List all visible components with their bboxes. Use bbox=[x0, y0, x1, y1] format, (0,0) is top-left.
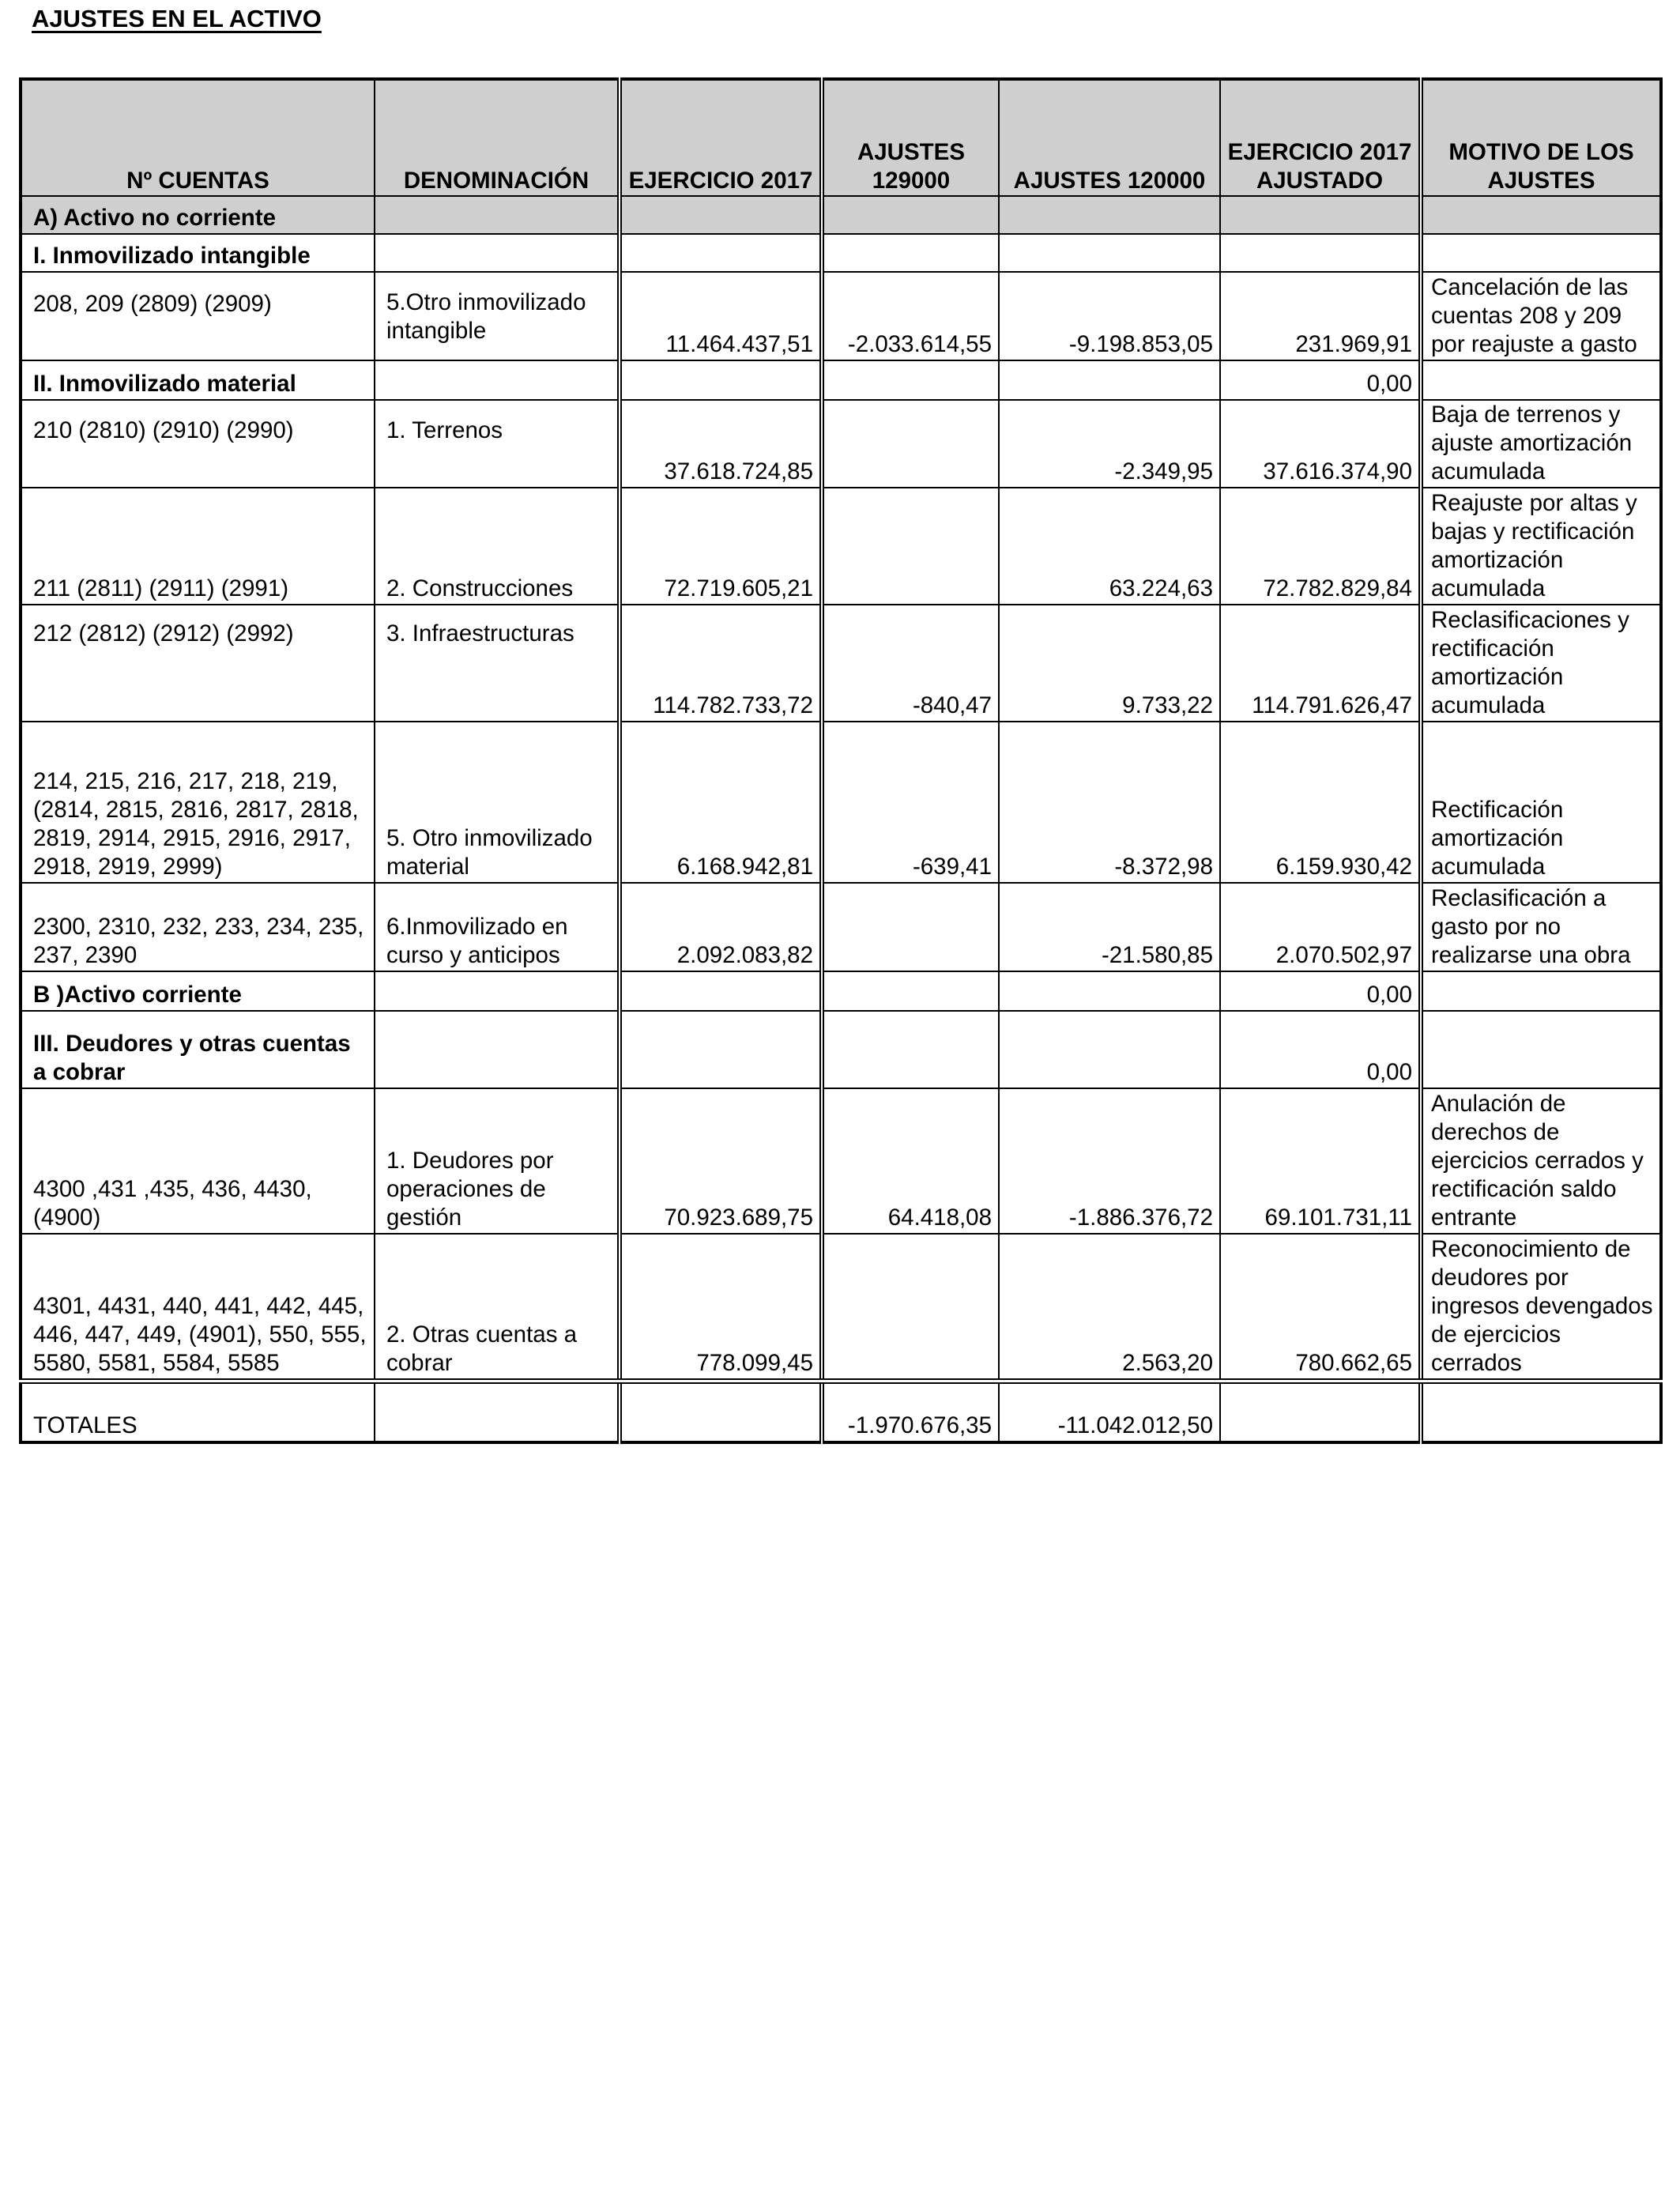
section-row bbox=[21, 234, 1661, 272]
cell-ajustado: 6.159.930,42 bbox=[1220, 722, 1421, 883]
cell-ejercicio: 6.168.942,81 bbox=[620, 722, 822, 883]
cell-ajustes-120000: 63.224,63 bbox=[999, 488, 1220, 605]
totals-row bbox=[21, 1381, 1661, 1442]
table-row bbox=[21, 488, 1661, 605]
table-row bbox=[21, 1234, 1661, 1381]
table-row bbox=[21, 400, 1661, 488]
cell-ajustado: 780.662,65 bbox=[1220, 1234, 1421, 1381]
header-ejercicio-ajustado: EJERCICIO 2017 AJUSTADO bbox=[1220, 79, 1421, 196]
cell-cuentas: 210 (2810) (2910) (2990) bbox=[21, 400, 375, 488]
section-label: A) Activo no corriente bbox=[21, 196, 375, 234]
totals-ajustes-129000: -1.970.676,35 bbox=[822, 1381, 999, 1442]
header-motivo: MOTIVO DE LOS AJUSTES bbox=[1421, 79, 1661, 196]
cell-ajustes-129000 bbox=[822, 1234, 999, 1381]
cell-ajustado: 37.616.374,90 bbox=[1220, 400, 1421, 488]
cell-motivo: Cancelación de las cuentas 208 y 209 por reajuste a gasto bbox=[1421, 272, 1661, 360]
section-label: III. Deudores y otras cuentas a cobrar bbox=[21, 1011, 375, 1088]
cell-motivo: Reclasificaciones y rectificación amortización acumulada bbox=[1421, 605, 1661, 722]
section-label: B )Activo corriente bbox=[21, 971, 375, 1011]
cell-motivo: Anulación de derechos de ejercicios cerrados y rectificación saldo entrante bbox=[1421, 1088, 1661, 1234]
header-ejercicio: EJERCICIO 2017 bbox=[620, 79, 822, 196]
cell-denominacion: 2. Construcciones bbox=[375, 488, 620, 605]
section-row bbox=[21, 1011, 1661, 1088]
section-ajustado: 0,00 bbox=[1220, 1011, 1421, 1088]
cell-ajustes-129000: 64.418,08 bbox=[822, 1088, 999, 1234]
section-label: I. Inmovilizado intangible bbox=[21, 234, 375, 272]
header-ajustes-120000: AJUSTES 120000 bbox=[999, 79, 1220, 196]
cell-cuentas: 212 (2812) (2912) (2992) bbox=[21, 605, 375, 722]
cell-ejercicio: 11.464.437,51 bbox=[620, 272, 822, 360]
cell-ajustes-129000: -639,41 bbox=[822, 722, 999, 883]
cell-cuentas: 2300, 2310, 232, 233, 234, 235, 237, 2390 bbox=[21, 883, 375, 971]
cell-cuentas: 4300 ,431 ,435, 436, 4430, (4900) bbox=[21, 1088, 375, 1234]
cell-ajustes-129000 bbox=[822, 400, 999, 488]
table-row bbox=[21, 1088, 1661, 1234]
table-row bbox=[21, 272, 1661, 360]
cell-ejercicio: 72.719.605,21 bbox=[620, 488, 822, 605]
header-cuentas: Nº CUENTAS bbox=[21, 79, 375, 196]
section-row bbox=[21, 196, 1661, 234]
cell-ajustado: 231.969,91 bbox=[1220, 272, 1421, 360]
cell-ejercicio: 70.923.689,75 bbox=[620, 1088, 822, 1234]
cell-ajustes-129000 bbox=[822, 883, 999, 971]
cell-denominacion: 3. Infraestructuras bbox=[375, 605, 620, 722]
cell-motivo: Baja de terrenos y ajuste amortización acumulada bbox=[1421, 400, 1661, 488]
header-row bbox=[21, 79, 1661, 196]
cell-ajustes-120000: -2.349,95 bbox=[999, 400, 1220, 488]
section-label: II. Inmovilizado material bbox=[21, 360, 375, 400]
cell-ejercicio: 37.618.724,85 bbox=[620, 400, 822, 488]
cell-ajustes-120000: 2.563,20 bbox=[999, 1234, 1220, 1381]
cell-ajustado: 69.101.731,11 bbox=[1220, 1088, 1421, 1234]
adjustments-table bbox=[19, 77, 1663, 1444]
cell-ajustes-129000: -840,47 bbox=[822, 605, 999, 722]
document-title: AJUSTES EN EL ACTIVO bbox=[32, 5, 322, 32]
cell-ejercicio: 778.099,45 bbox=[620, 1234, 822, 1381]
cell-denominacion: 1. Deudores por operaciones de gestión bbox=[375, 1088, 620, 1234]
cell-denominacion: 1. Terrenos bbox=[375, 400, 620, 488]
cell-denominacion: 6.Inmovilizado en curso y anticipos bbox=[375, 883, 620, 971]
section-ajustado: 0,00 bbox=[1220, 360, 1421, 400]
cell-ajustado: 72.782.829,84 bbox=[1220, 488, 1421, 605]
section-ajustado: 0,00 bbox=[1220, 971, 1421, 1011]
section-row bbox=[21, 971, 1661, 1011]
cell-ajustes-129000 bbox=[822, 488, 999, 605]
cell-ejercicio: 114.782.733,72 bbox=[620, 605, 822, 722]
cell-ajustes-120000: -1.886.376,72 bbox=[999, 1088, 1220, 1234]
cell-ejercicio: 2.092.083,82 bbox=[620, 883, 822, 971]
cell-ajustado: 2.070.502,97 bbox=[1220, 883, 1421, 971]
cell-denominacion: 5. Otro inmovilizado material bbox=[375, 722, 620, 883]
cell-ajustes-129000: -2.033.614,55 bbox=[822, 272, 999, 360]
cell-cuentas: 208, 209 (2809) (2909) bbox=[21, 272, 375, 360]
table-row bbox=[21, 605, 1661, 722]
cell-ajustes-120000: -21.580,85 bbox=[999, 883, 1220, 971]
table-row bbox=[21, 883, 1661, 971]
totals-ajustes-120000: -11.042.012,50 bbox=[999, 1381, 1220, 1442]
cell-motivo: Rectificación amortización acumulada bbox=[1421, 722, 1661, 883]
header-ajustes-129000: AJUSTES 129000 bbox=[822, 79, 999, 196]
cell-cuentas: 211 (2811) (2911) (2991) bbox=[21, 488, 375, 605]
cell-denominacion: 5.Otro inmovilizado intangible bbox=[375, 272, 620, 360]
totals-label: TOTALES bbox=[21, 1381, 375, 1442]
cell-cuentas: 214, 215, 216, 217, 218, 219, (2814, 2815, 2816, 2817, 2818, 2819, 2914, 2915, 2916, 2917, 2918, 2919, 2999) bbox=[21, 722, 375, 883]
section-row bbox=[21, 360, 1661, 400]
cell-motivo: Reconocimiento de deudores por ingresos devengados de ejercicios cerrados bbox=[1421, 1234, 1661, 1381]
cell-motivo: Reajuste por altas y bajas y rectificación amortización acumulada bbox=[1421, 488, 1661, 605]
cell-ajustes-120000: 9.733,22 bbox=[999, 605, 1220, 722]
cell-ajustado: 114.791.626,47 bbox=[1220, 605, 1421, 722]
table-row bbox=[21, 722, 1661, 883]
cell-motivo: Reclasificación a gasto por no realizarse una obra bbox=[1421, 883, 1661, 971]
cell-denominacion: 2. Otras cuentas a cobrar bbox=[375, 1234, 620, 1381]
header-denominacion: DENOMINACIÓN bbox=[375, 79, 620, 196]
cell-ajustes-120000: -8.372,98 bbox=[999, 722, 1220, 883]
cell-ajustes-120000: -9.198.853,05 bbox=[999, 272, 1220, 360]
cell-cuentas: 4301, 4431, 440, 441, 442, 445, 446, 447, 449, (4901), 550, 555, 5580, 5581, 5584, 5585 bbox=[21, 1234, 375, 1381]
